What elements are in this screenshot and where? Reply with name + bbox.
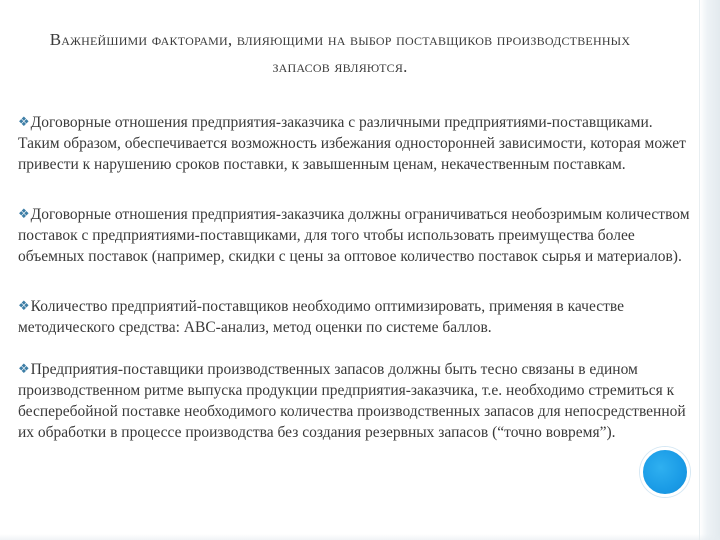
diamond-bullet-icon: ❖ bbox=[18, 114, 30, 129]
slide-frame-right bbox=[699, 0, 720, 540]
bullet-paragraph-3 bbox=[18, 296, 690, 338]
bullet-paragraph-2 bbox=[18, 204, 690, 267]
slide-title: Важнейшими факторами, влияющими на выбор поставщиков производственных запасов являются. bbox=[49, 30, 631, 76]
paragraph-text: Предприятия-поставщики производственных запасов должны быть тесно связаны в едином производственном ритме выпуска продукции предприятия-заказчика, т.е. необходимо стремиться к бесперебойной поставке необходимого количества производственных запасов для непосредственной их обработки в процессе производства без создания резервных запасов (“точно вовремя”). bbox=[18, 361, 686, 441]
paragraph-text: Договорные отношения предприятия-заказчика с различными предприятиями-поставщиками. Таким образом, обеспечивается возможность избежания односторонней зависимости, которая может привести к нарушению сроков поставки, к завышенным ценам, некачественным поставкам. bbox=[18, 114, 686, 173]
blue-circle-decoration bbox=[640, 447, 690, 497]
slide-frame-bottom bbox=[0, 534, 720, 540]
diamond-bullet-icon: ❖ bbox=[18, 298, 30, 313]
slide-body bbox=[18, 112, 690, 472]
bullet-paragraph-1 bbox=[18, 112, 690, 175]
diamond-bullet-icon: ❖ bbox=[18, 361, 30, 376]
bullet-paragraph-4 bbox=[18, 359, 690, 443]
diamond-bullet-icon: ❖ bbox=[18, 206, 30, 221]
paragraph-text: Договорные отношения предприятия-заказчика должны ограничиваться необозримым количеством поставок с предприятиями-поставщиками, для того чтобы использовать преимущества более объемных поставок (например, скидки с цены за оптовое количество поставок сырья и материалов). bbox=[18, 206, 690, 265]
paragraph-text: Количество предприятий-поставщиков необходимо оптимизировать, применяя в качестве методического средства: АВС-анализ, метод оценки по системе баллов. bbox=[18, 298, 624, 336]
